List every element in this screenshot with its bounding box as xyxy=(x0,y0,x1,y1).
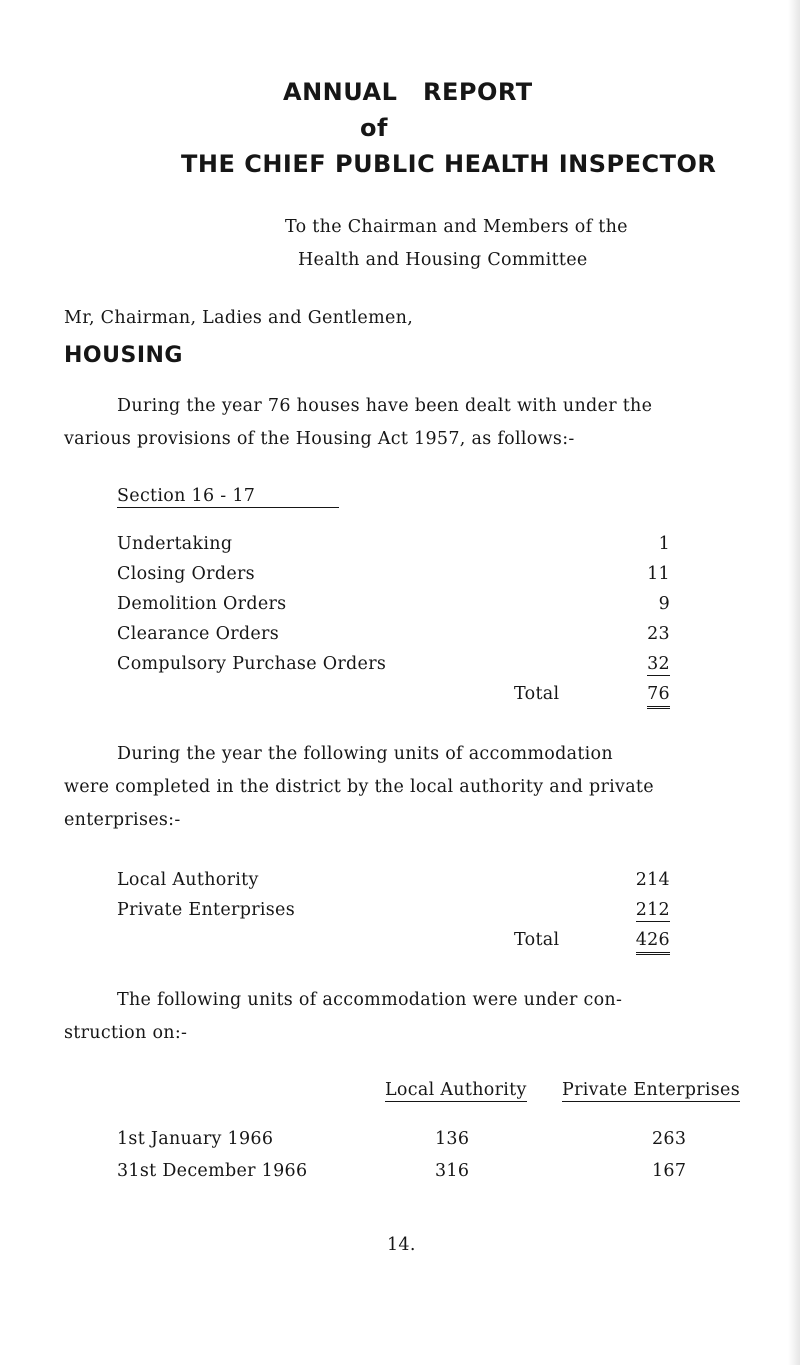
table3-row-pe: 263 xyxy=(652,1129,687,1149)
table1-row-label: Clearance Orders xyxy=(117,624,279,644)
table2-total-cell xyxy=(590,930,670,950)
page-number: 14. xyxy=(387,1235,416,1255)
section-heading-housing: HOUSING xyxy=(64,343,183,368)
table3-row-la: 136 xyxy=(435,1129,470,1149)
table3-row-pe: 167 xyxy=(652,1161,687,1181)
table1-row-value: 23 xyxy=(647,624,670,644)
table3-header-private-enterprises: Private Enterprises xyxy=(562,1080,740,1100)
page-edge-shadow xyxy=(788,0,800,1365)
title-annual: ANNUAL xyxy=(283,78,398,106)
para1-line-2: various provisions of the Housing Act 1957, as follows:- xyxy=(64,429,575,449)
table1-row-value-cell xyxy=(620,654,670,674)
para2-line-2: were completed in the district by the local authority and private xyxy=(64,777,654,797)
table2-row-value: 214 xyxy=(635,870,670,890)
table3-header-pe-wrap xyxy=(562,1080,740,1100)
table3-header-local-authority: Local Authority xyxy=(385,1080,527,1100)
table2-total-label: Total xyxy=(514,930,560,950)
table1-row-label: Compulsory Purchase Orders xyxy=(117,654,387,674)
title-of: of xyxy=(360,114,388,142)
table2-row-value: 212 xyxy=(635,900,670,920)
table1-row-value: 1 xyxy=(658,534,670,554)
addressee-line-2: Health and Housing Committee xyxy=(298,250,588,270)
table1-row-label: Closing Orders xyxy=(117,564,255,584)
table3-header-la-wrap xyxy=(385,1080,527,1100)
para1-line-1: During the year 76 houses have been dealt with under the xyxy=(117,396,653,416)
para2-line-1: During the year the following units of accommodation xyxy=(117,744,613,764)
table3-row-label: 31st December 1966 xyxy=(117,1161,308,1181)
para2-line-3: enterprises:- xyxy=(64,810,181,830)
addressee-line-1: To the Chairman and Members of the xyxy=(285,217,628,237)
table2-total-value: 426 xyxy=(636,930,670,955)
table3-row-label: 1st January 1966 xyxy=(117,1129,274,1149)
table1-total-cell xyxy=(620,684,670,704)
table1-heading-wrap xyxy=(117,486,339,508)
table1-row-label: Undertaking xyxy=(117,534,233,554)
table1-heading: Section 16 - 17 xyxy=(117,486,339,508)
table1-total-value: 76 xyxy=(647,684,670,709)
table1-total-label: Total xyxy=(514,684,560,704)
salutation: Mr, Chairman, Ladies and Gentlemen, xyxy=(64,308,414,328)
table3-row-la: 316 xyxy=(435,1161,470,1181)
table2-row-label: Local Authority xyxy=(117,870,259,890)
table1-row-label: Demolition Orders xyxy=(117,594,287,614)
title-chief-inspector: THE CHIEF PUBLIC HEALTH INSPECTOR xyxy=(181,150,717,178)
para3-line-1: The following units of accommodation were under con- xyxy=(117,990,623,1010)
title-report: REPORT xyxy=(423,78,533,106)
table1-row-value: 9 xyxy=(658,594,670,614)
para3-line-2: struction on:- xyxy=(64,1023,188,1043)
table1-row-value: 11 xyxy=(647,564,670,584)
table2-row-value-cell xyxy=(590,900,670,920)
table1-row-value: 32 xyxy=(647,654,670,674)
table2-row-label: Private Enterprises xyxy=(117,900,295,920)
